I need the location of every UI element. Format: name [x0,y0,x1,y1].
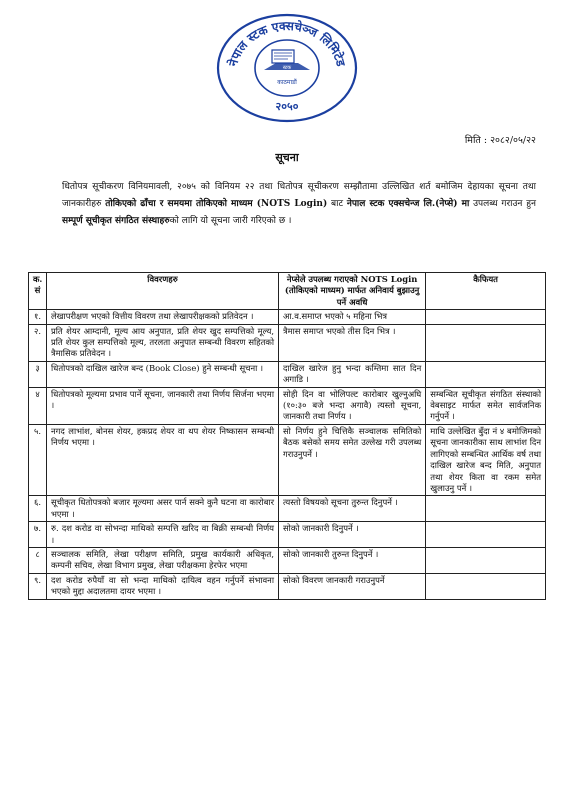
row-sn: ४ [29,387,47,424]
table-row [29,324,546,361]
table-header-row [29,273,546,310]
row-period: त्यस्तो विषयको सूचना तुरुन्त दिनुपर्ने । [279,496,426,522]
row-remarks [426,324,546,361]
logo-year: २०५० [275,100,299,113]
logo-emblem [264,50,310,71]
table-row [29,496,546,522]
row-details: धितोपत्रको मूल्यमा प्रभाव पार्ने सूचना, जानकारी तथा निर्णय सिर्जना भएमा । [47,387,279,424]
row-remarks [426,522,546,548]
notice-title: सूचना [275,151,299,164]
intro-paragraph: धितोपत्र सूचीकरण विनियमावली, २०७५ को विनियम २२ तथा धितोपत्र सूचीकरण सम्झौतामा उल्लिखित शर्त बमोजिम देहायका सूचना तथा जानकारीहरु तोकिएको ढाँचा र समयमा तोकिएको माध्यम (NOTS Login) बाट नेपाल स्टक एक्सचेन्ज लि.(नेप्से) मा उपलब्ध गराउन हुन सम्पूर्ण सूचीकृत संगठित संस्थाहरुको लागि यो सूचना जारी गरिएको छ । [62,182,537,226]
logo-city: काठमाडौं [277,79,297,86]
row-sn: १. [29,310,47,324]
row-sn: ५. [29,424,47,495]
row-details: सञ्चालक समिति, लेखा परीक्षण समिति, प्रमुख कार्यकारी अधिकृत, कम्पनी सचिव, लेखा विभाग प्रमुख, लेखा परीक्षकमा हेरफेर भएमा [47,547,279,573]
row-remarks [426,496,546,522]
row-sn: ६. [29,496,47,522]
row-period: सोको विवरण जानकारी गराउनुपर्ने [279,573,426,599]
notice-date: मिति : २०८२/०५/२२ [464,135,536,146]
row-remarks [426,310,546,324]
row-remarks: माथि उल्लेखित बुँदा नं ४ बमोजिमको सूचना जानकारीका साथ लाभांश दिन लागिएको सम्बन्धित आर्थिक वर्ष तथा दाखिल खारेज बन्द मिति, अनुपात तथा शेयर किता वा रकम समेत खुलाउनु पर्ने । [426,424,546,495]
header-details: विवरणहरु [47,273,279,310]
row-sn: ३ [29,361,47,387]
header-period: नेप्सेले उपलब्ध गराएको NOTS Login (तोकिएको माध्यम) मार्फत अनिवार्य बुझाउनु पर्ने अवधि [279,273,426,310]
row-details: लेखापरीक्षण भएको वित्तीय विवरण तथा लेखापरीक्षकको प्रतिवेदन । [47,310,279,324]
table-row [29,424,546,495]
table-row [29,361,546,387]
table-row [29,547,546,573]
row-remarks [426,573,546,599]
row-sn: ९. [29,573,47,599]
row-period: त्रैमास समाप्त भएको तीस दिन भित्र । [279,324,426,361]
nepse-logo [214,12,360,124]
svg-text:स्टक: स्टक [282,65,292,71]
table-row [29,522,546,548]
row-period: सोको जानकारी तुरुन्त दिनुपर्ने । [279,547,426,573]
row-period: सोको जानकारी दिनुपर्ने । [279,522,426,548]
table-row [29,387,546,424]
row-period: आ.व.समाप्त भएको ५ महिना भित्र [279,310,426,324]
row-remarks [426,361,546,387]
disclosure-table [28,272,546,600]
table-row [29,310,546,324]
table-row [29,573,546,599]
row-period: दाखिल खारेज हुनु भन्दा कम्तिमा सात दिन अगाडि । [279,361,426,387]
row-sn: २. [29,324,47,361]
row-details: प्रति शेयर आम्दानी, मूल्य आय अनुपात, प्रति शेयर खुद सम्पत्तिको मूल्य, प्रति शेयर कुल सम्पत्तिको मूल्य, तरलता अनुपात सम्बन्धी विवरण सहितको त्रैमासिक प्रतिवेदन । [47,324,279,361]
row-sn: ८ [29,547,47,573]
row-details: रु. दश करोड वा सोभन्दा माथिको सम्पत्ति खरिद वा बिक्री सम्बन्धी निर्णय । [47,522,279,548]
row-details: धितोपत्रको दाखिल खारेज बन्द (Book Close) हुने सम्बन्धी सूचना । [47,361,279,387]
row-sn: ७. [29,522,47,548]
row-details: सूचीकृत धितोपत्रको बजार मूल्यमा असर पार्न सक्ने कुनै घटना वा कारोबार भएमा । [47,496,279,522]
header-sn: क. सं [29,273,47,310]
row-remarks [426,547,546,573]
row-period: सो निर्णय हुने चित्तिकै सञ्चालक समितिको बैठक बसेको समय समेत उल्लेख गरी उपलब्ध गराउनुपर्ने । [279,424,426,495]
row-remarks: सम्बन्धित सूचीकृत संगठित संस्थाको वेबसाइट मार्फत समेत सार्वजनिक गर्नुपर्ने । [426,387,546,424]
row-details: दश करोड रुपैयाँ वा सो भन्दा माथिको दायित्व वहन गर्नुपर्ने संभावना भएको मुद्दा अदालतमा दायर भएमा । [47,573,279,599]
header-remarks: कैफियत [426,273,546,310]
logo-arc-text: नेपाल स्टक एक्सचेञ्ज लिमिटेड [225,18,349,68]
row-period: सोही दिन वा भोलिपल्ट कारोबार खुल्नुअघि (१०:३० बजे भन्दा अगावै) त्यस्तो सूचना, जानकारी तथा निर्णय । [279,387,426,424]
row-details: नगद लाभांश, बोनस शेयर, हकप्रद शेयर वा थप शेयर निष्कासन सम्बन्धी निर्णय भएमा । [47,424,279,495]
